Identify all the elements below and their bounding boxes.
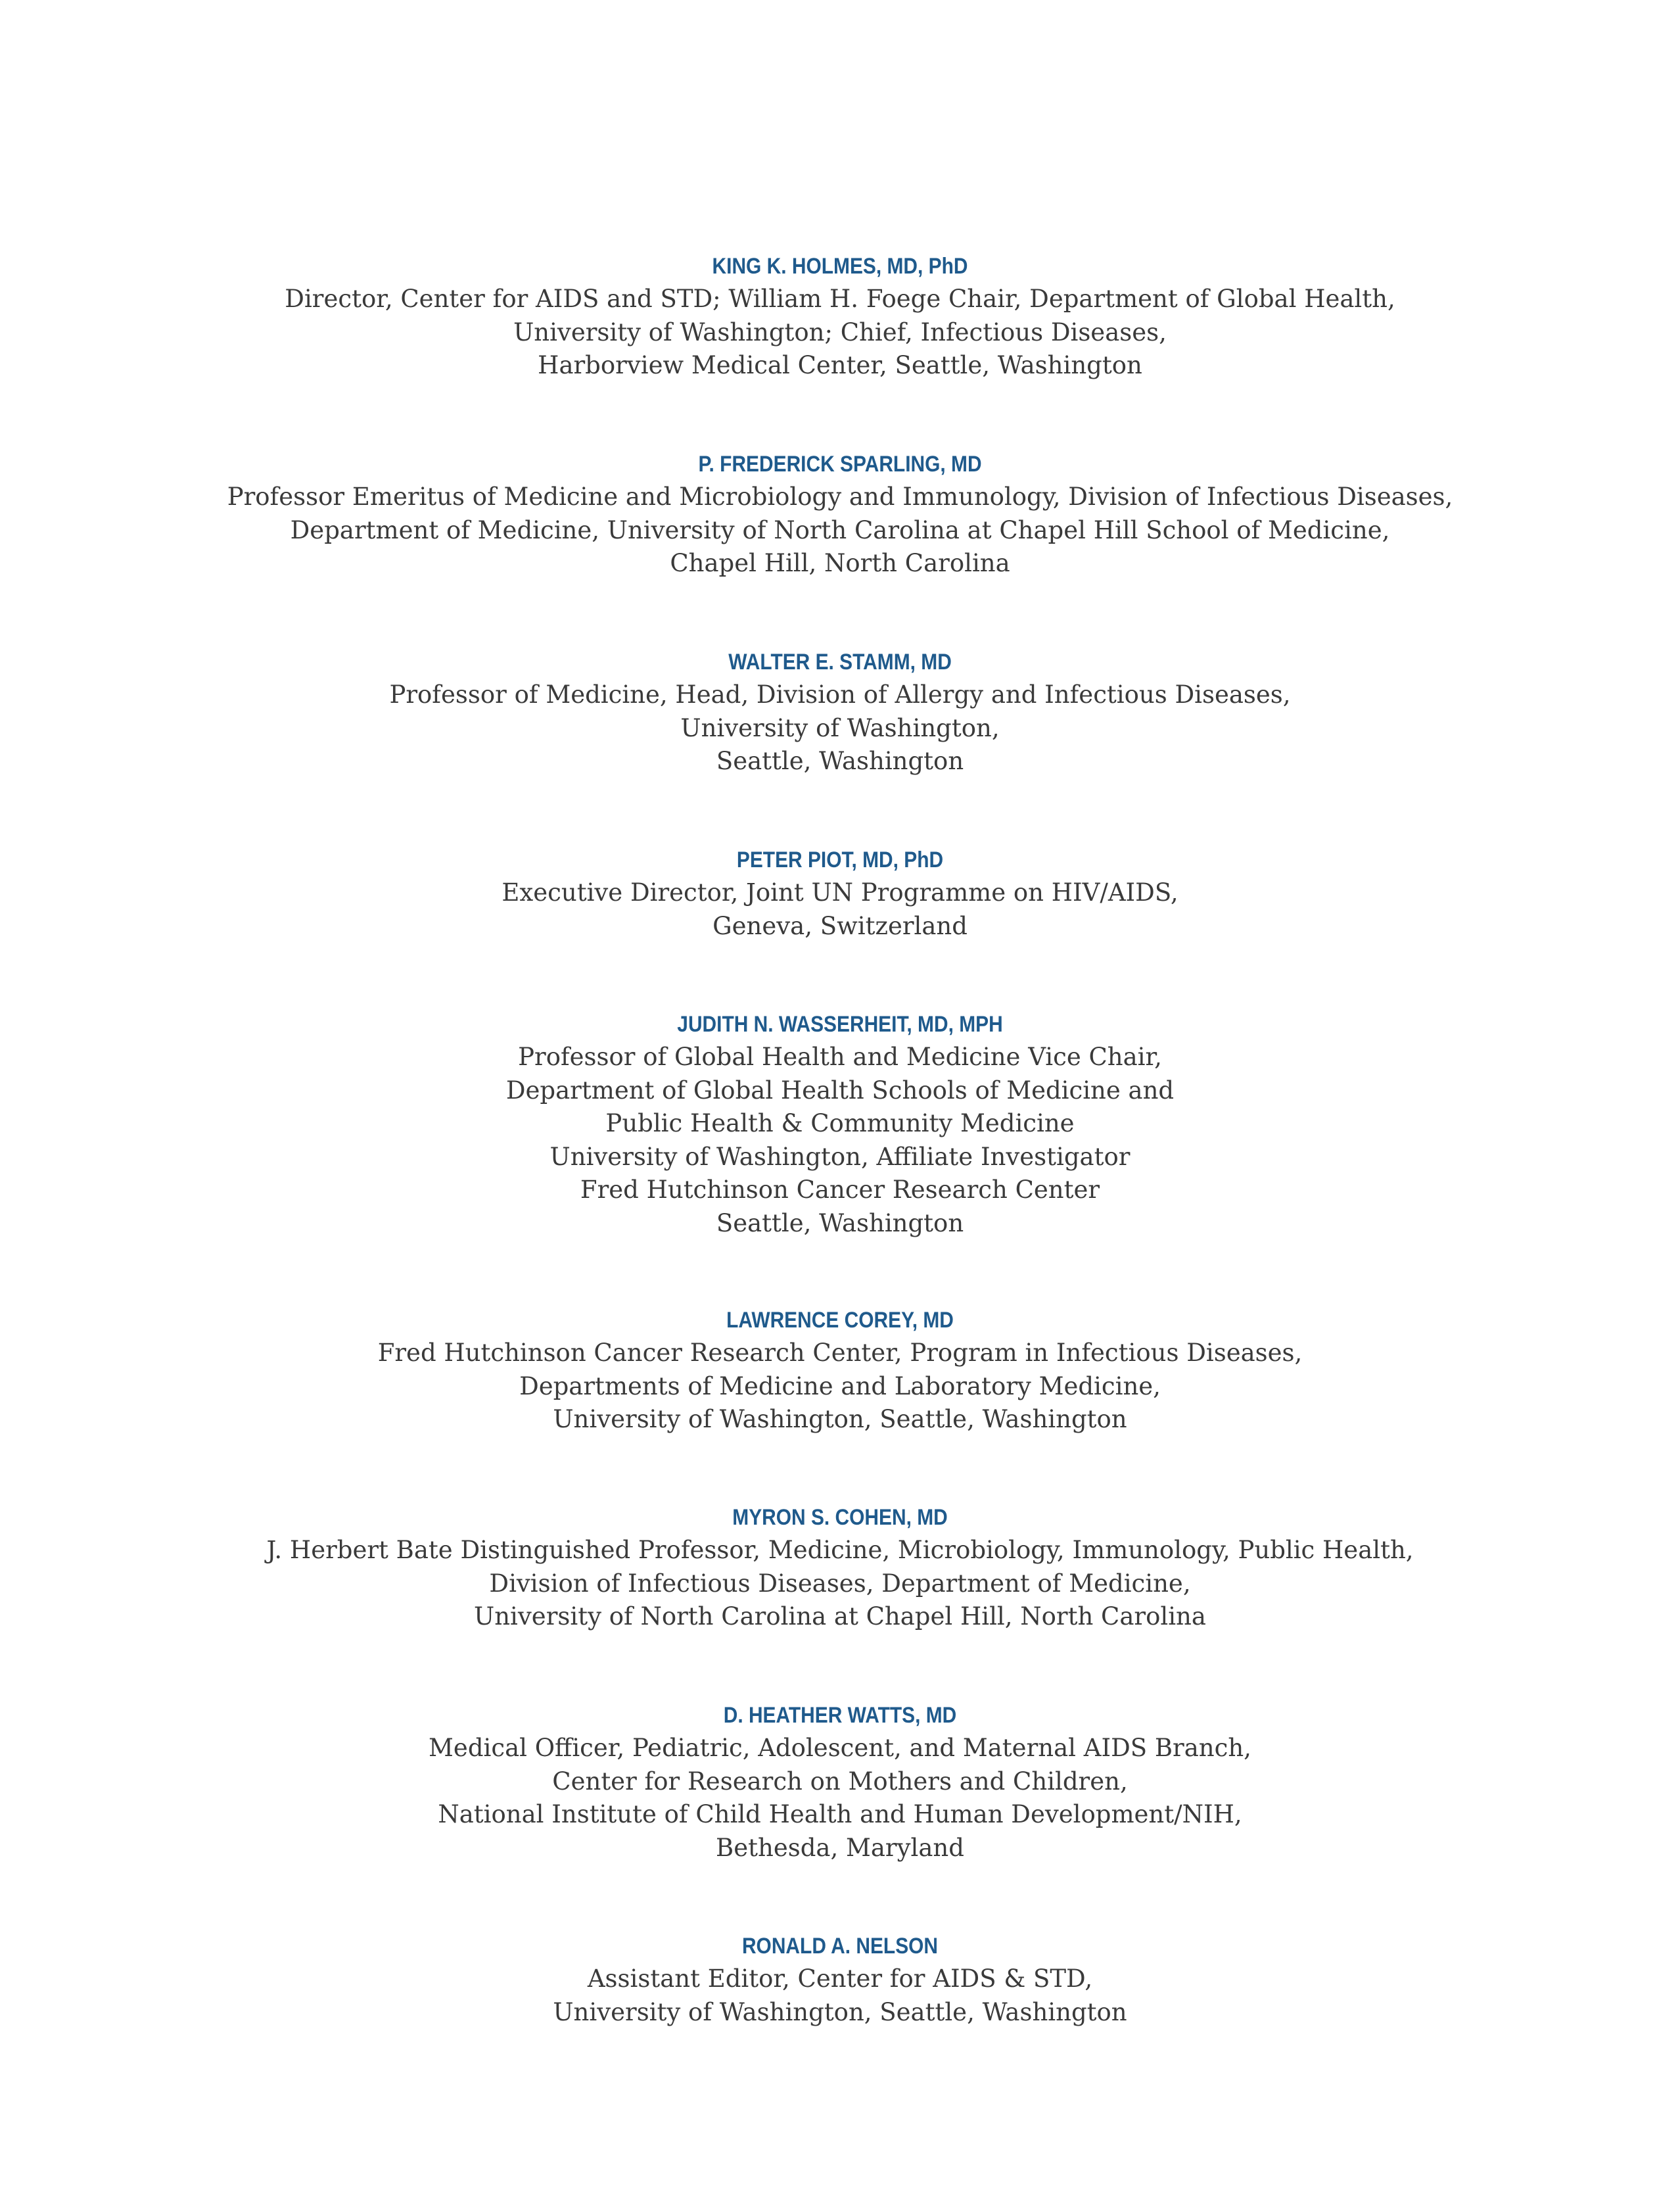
contributor-affiliation — [0, 481, 1680, 581]
affiliation-line: Geneva, Switzerland — [712, 911, 968, 940]
affiliation-line: Chapel Hill, North Carolina — [670, 549, 1010, 577]
affiliation-line: University of Washington, Affiliate Investigator — [549, 1142, 1131, 1171]
contributor-name: MYRON S. COHEN, MD — [732, 1505, 948, 1530]
affiliation-line: Fred Hutchinson Cancer Research Center, Program in Infectious Diseases, — [377, 1339, 1303, 1367]
contributor-affiliation — [0, 1337, 1680, 1437]
contributor-affiliation — [0, 1534, 1680, 1634]
contributor-name: LAWRENCE COREY, MD — [726, 1308, 954, 1333]
affiliation-line: Bethesda, Maryland — [716, 1833, 964, 1862]
contributor-affiliation — [0, 679, 1680, 778]
affiliation-line: J. Herbert Bate Distinguished Professor, Medicine, Microbiology, Immunology, Public Health, — [266, 1536, 1414, 1564]
affiliation-line: Assistant Editor, Center for AIDS & STD, — [587, 1965, 1093, 1993]
contributor-entry — [0, 844, 1680, 943]
affiliation-line: Seattle, Washington — [716, 747, 964, 775]
affiliation-line: Harborview Medical Center, Seattle, Washington — [538, 351, 1142, 379]
contributor-entry — [0, 1699, 1680, 1865]
affiliation-line: University of Washington, Seattle, Washington — [553, 1997, 1127, 2026]
affiliation-line: Public Health & Community Medicine — [605, 1109, 1075, 1137]
affiliation-line: Division of Infectious Diseases, Department of Medicine, — [489, 1569, 1191, 1598]
contributor-affiliation — [0, 1041, 1680, 1240]
contributor-name: P. FREDERICK SPARLING, MD — [698, 452, 982, 477]
contributor-name: D. HEATHER WATTS, MD — [723, 1703, 957, 1728]
contributor-affiliation — [0, 1963, 1680, 2029]
contributor-affiliation — [0, 1732, 1680, 1865]
affiliation-line: Professor of Global Health and Medicine Vice Chair, — [518, 1043, 1162, 1071]
affiliation-line: Executive Director, Joint UN Programme on HIV/AIDS, — [502, 878, 1178, 907]
affiliation-line: Professor of Medicine, Head, Division of Allergy and Infectious Diseases, — [389, 680, 1291, 709]
affiliation-line: Professor Emeritus of Medicine and Microbiology and Immunology, Division of Infectious Diseases, — [227, 483, 1453, 511]
affiliation-line: Medical Officer, Pediatric, Adolescent, and Maternal AIDS Branch, — [429, 1734, 1251, 1762]
contributor-name: KING K. HOLMES, MD, PhD — [712, 254, 968, 279]
affiliation-line: National Institute of Child Health and Human Development/NIH, — [438, 1800, 1242, 1828]
contributor-entry — [0, 250, 1680, 383]
contributor-name: RONALD A. NELSON — [741, 1934, 939, 1959]
affiliation-line: University of Washington, Seattle, Washington — [553, 1405, 1127, 1433]
contributor-affiliation — [0, 283, 1680, 383]
affiliation-line: University of Washington; Chief, Infectious Diseases, — [513, 318, 1167, 346]
affiliation-line: Department of Medicine, University of North Carolina at Chapel Hill School of Medicine, — [290, 515, 1390, 544]
contributor-entry — [0, 1501, 1680, 1634]
affiliation-line: Department of Global Health Schools of Medicine and — [505, 1076, 1175, 1105]
affiliation-line: Director, Center for AIDS and STD; William H. Foege Chair, Department of Global Health, — [285, 285, 1395, 313]
contributor-entry — [0, 646, 1680, 778]
affiliation-line: Seattle, Washington — [716, 1208, 964, 1237]
affiliation-line: Departments of Medicine and Laboratory Medicine, — [519, 1371, 1161, 1400]
contributor-name: WALTER E. STAMM, MD — [728, 650, 952, 675]
contributor-name: JUDITH N. WASSERHEIT, MD, MPH — [677, 1012, 1003, 1037]
contributor-entry — [0, 448, 1680, 581]
affiliation-line: University of Washington, — [680, 713, 1000, 742]
contributor-entry — [0, 1008, 1680, 1240]
contributor-name: PETER PIOT, MD, PhD — [736, 847, 944, 872]
affiliation-line: Center for Research on Mothers and Children, — [552, 1767, 1128, 1796]
contributor-affiliation — [0, 876, 1680, 943]
affiliation-line: University of North Carolina at Chapel Hill, North Carolina — [474, 1602, 1206, 1631]
contributor-entry — [0, 1304, 1680, 1437]
affiliation-line: Fred Hutchinson Cancer Research Center — [580, 1176, 1100, 1204]
contributor-entry — [0, 1930, 1680, 2029]
